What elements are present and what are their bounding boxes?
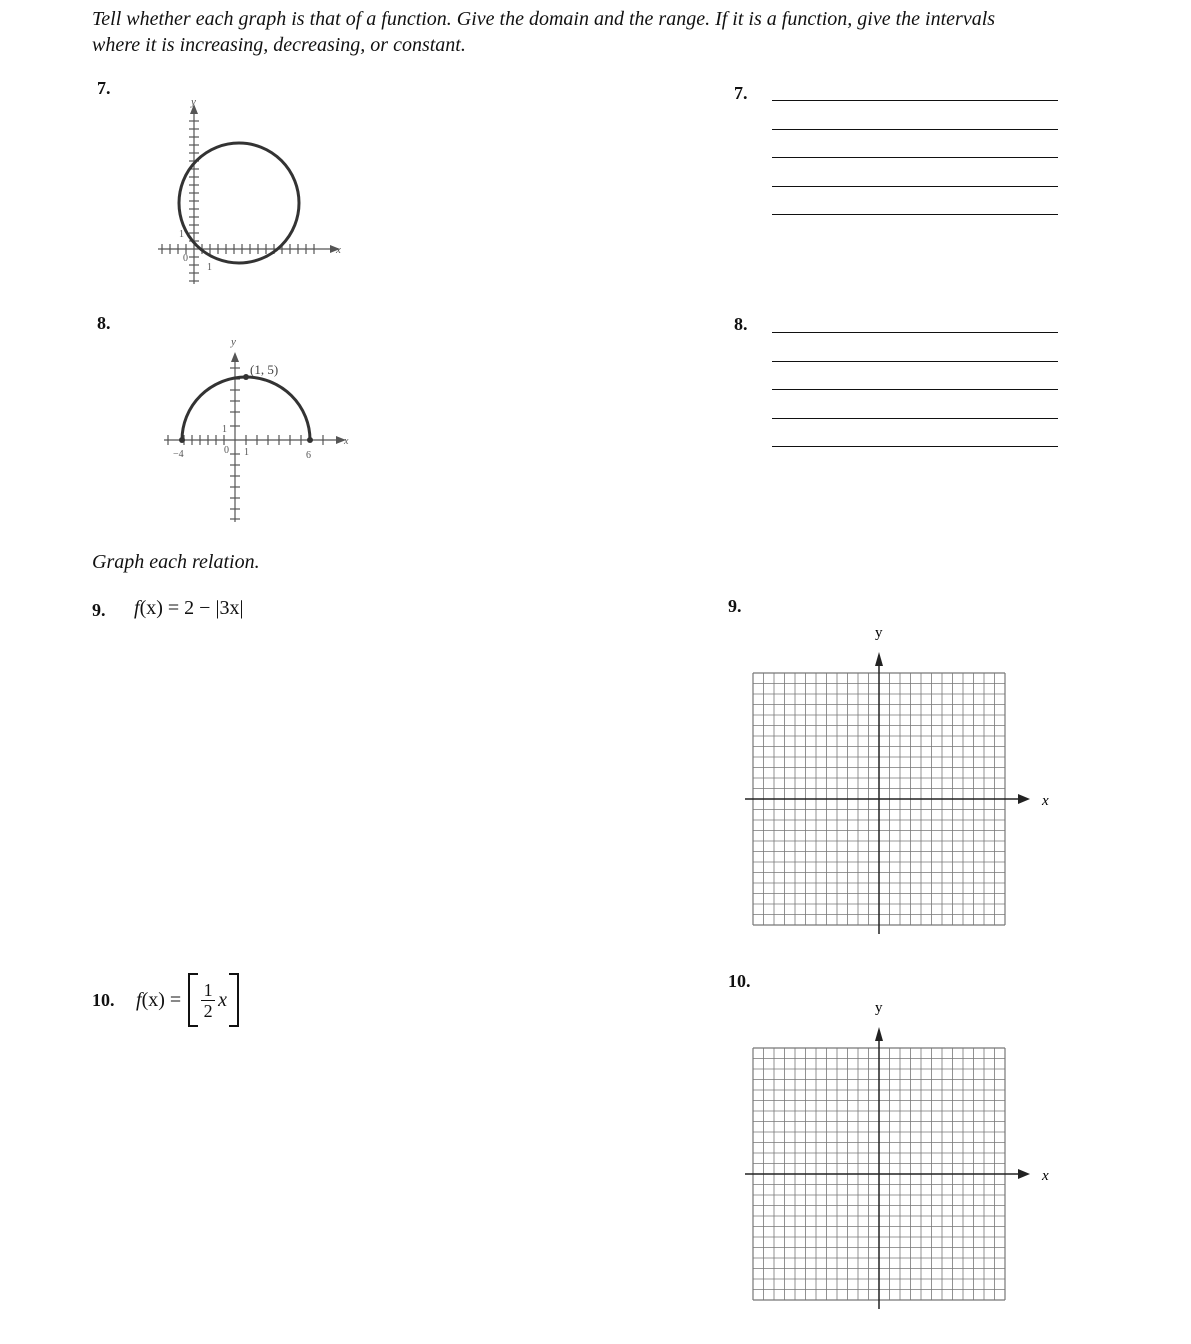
- problem-8-number: 8.: [97, 313, 111, 333]
- problem-10-number: 10.: [92, 990, 115, 1010]
- variable: x: [218, 988, 228, 1011]
- x-axis-label: x: [1042, 1168, 1049, 1184]
- instructions-line-2: where it is increasing, decreasing, or constant.: [92, 34, 466, 56]
- x-tick-label: 1: [244, 447, 249, 458]
- answer-line[interactable]: [772, 157, 1058, 158]
- y-axis-label: y: [875, 1000, 883, 1016]
- fraction-denominator: 2: [203, 1000, 213, 1021]
- answer-line[interactable]: [772, 361, 1058, 362]
- fraction-numerator: 1: [203, 979, 213, 1000]
- y-axis-label: y: [875, 625, 883, 641]
- fraction: [201, 980, 215, 1021]
- x-axis-label: x: [336, 244, 341, 256]
- answer-line[interactable]: [772, 186, 1058, 187]
- answer-line[interactable]: [772, 332, 1058, 333]
- instructions: [92, 6, 1092, 58]
- x-axis-arrow: [1018, 1169, 1030, 1179]
- circle-curve: [179, 143, 299, 263]
- y-axis-arrow: [231, 352, 239, 362]
- y-axis-arrow: [875, 1027, 883, 1041]
- y-tick-label: 1: [222, 424, 227, 435]
- section-heading: Graph each relation.: [92, 551, 260, 573]
- y-ticks: [189, 121, 199, 281]
- function-argument: (x): [139, 597, 163, 619]
- answer-line[interactable]: [772, 418, 1058, 419]
- floor-bracket-left: [188, 973, 198, 1027]
- x-tick-label: 1: [207, 262, 212, 273]
- origin-label: 0: [224, 445, 229, 456]
- problem-7-answer-number: 7.: [734, 83, 748, 103]
- problem-9-number: 9.: [92, 600, 106, 620]
- problem-10-answer-number: 10.: [728, 971, 751, 991]
- right-endpoint-label: 6: [306, 450, 311, 461]
- function-name: f: [134, 597, 140, 619]
- x-axis-arrow: [1018, 794, 1030, 804]
- y-axis-arrow: [875, 652, 883, 666]
- problem-10-equation: [136, 972, 239, 1028]
- abs-bar-left: |: [215, 597, 220, 619]
- vertex-label: (1, 5): [250, 362, 279, 377]
- semicircle-curve: [182, 377, 310, 440]
- abs-inner: 3x: [219, 597, 240, 619]
- problem-8-answer-number: 8.: [734, 314, 748, 334]
- y-tick-label: 1: [179, 229, 184, 240]
- right-endpoint: [307, 437, 313, 443]
- answer-line[interactable]: [772, 214, 1058, 215]
- problem-9-equation: [134, 597, 243, 620]
- abs-bar-right: |: [239, 597, 244, 619]
- y-axis-label: y: [231, 336, 236, 348]
- problem-7-graph: [150, 92, 360, 292]
- answer-line[interactable]: [772, 100, 1058, 101]
- problem-10-grid[interactable]: [745, 993, 1065, 1313]
- function-name: f: [136, 988, 142, 1011]
- floor-bracket-right: [229, 973, 239, 1027]
- problem-7-number: 7.: [97, 78, 111, 98]
- equals-expression: = 2 −: [162, 597, 216, 619]
- answer-line[interactable]: [772, 446, 1058, 447]
- equals-sign: =: [164, 988, 187, 1011]
- left-endpoint: [179, 437, 185, 443]
- x-axis-label: x: [344, 436, 349, 447]
- instructions-line-1: Tell whether each graph is that of a function. Give the domain and the range. If it is a function, give the intervals: [92, 8, 996, 30]
- answer-line[interactable]: [772, 389, 1058, 390]
- vertex-point: [243, 374, 249, 380]
- problem-9-grid[interactable]: [745, 618, 1065, 938]
- function-argument: (x): [141, 988, 165, 1011]
- problem-9-answer-number: 9.: [728, 596, 742, 616]
- problem-8-graph: [160, 332, 360, 527]
- answer-line[interactable]: [772, 129, 1058, 130]
- origin-label: 0: [183, 253, 188, 264]
- y-axis-label: y: [191, 96, 196, 108]
- x-axis-label: x: [1042, 793, 1049, 809]
- left-endpoint-label: −4: [173, 449, 184, 460]
